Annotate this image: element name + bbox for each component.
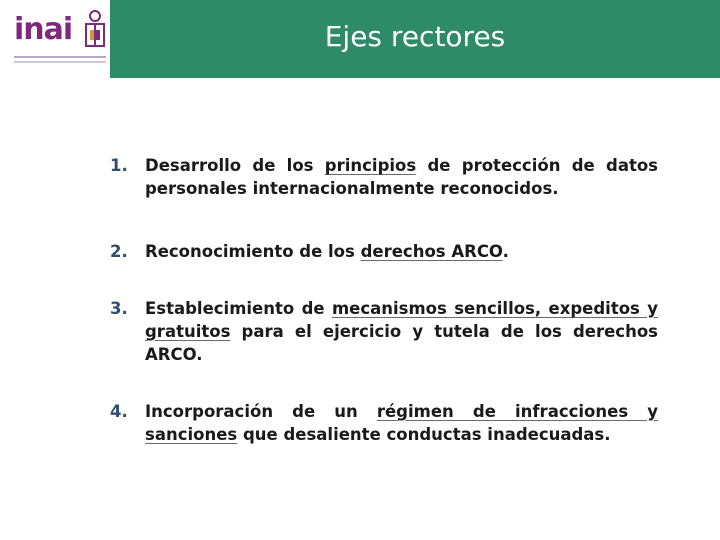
item-highlight: derechos ARCO xyxy=(360,242,503,261)
item-text: Incorporación de un xyxy=(145,402,377,421)
list-item xyxy=(110,240,658,263)
item-number: 3. xyxy=(110,299,128,318)
item-highlight: régimen de infracciones y sanciones xyxy=(145,402,658,444)
item-text: de protección de datos personales internacionalmente reconocidos. xyxy=(145,156,658,198)
page-title: Ejes rectores xyxy=(324,20,506,53)
logo-tagline xyxy=(14,56,106,58)
header xyxy=(0,0,720,78)
item-text: que desaliente conductas inadecuadas. xyxy=(237,425,611,444)
logo xyxy=(0,0,111,78)
axes-list xyxy=(110,154,658,446)
item-text: Establecimiento de xyxy=(145,299,332,318)
item-highlight: principios xyxy=(324,156,417,175)
item-text: Desarrollo de los xyxy=(145,156,325,175)
list-item xyxy=(110,400,658,446)
item-text: Reconocimiento de los xyxy=(145,242,361,261)
title-bar xyxy=(110,0,720,78)
logo-tagline xyxy=(14,61,106,63)
institution-icon xyxy=(84,10,106,54)
item-highlight: mecanismos sencillos, expeditos y gratuitos xyxy=(145,299,658,341)
item-number: 2. xyxy=(110,242,128,261)
logo-text: inai xyxy=(14,12,73,47)
item-number: 1. xyxy=(110,156,128,175)
item-text: para el ejercicio y tutela de los derechos ARCO. xyxy=(145,322,658,364)
list-item xyxy=(110,297,658,366)
item-number: 4. xyxy=(110,402,128,421)
item-text: . xyxy=(502,242,509,261)
list-item xyxy=(110,154,658,200)
